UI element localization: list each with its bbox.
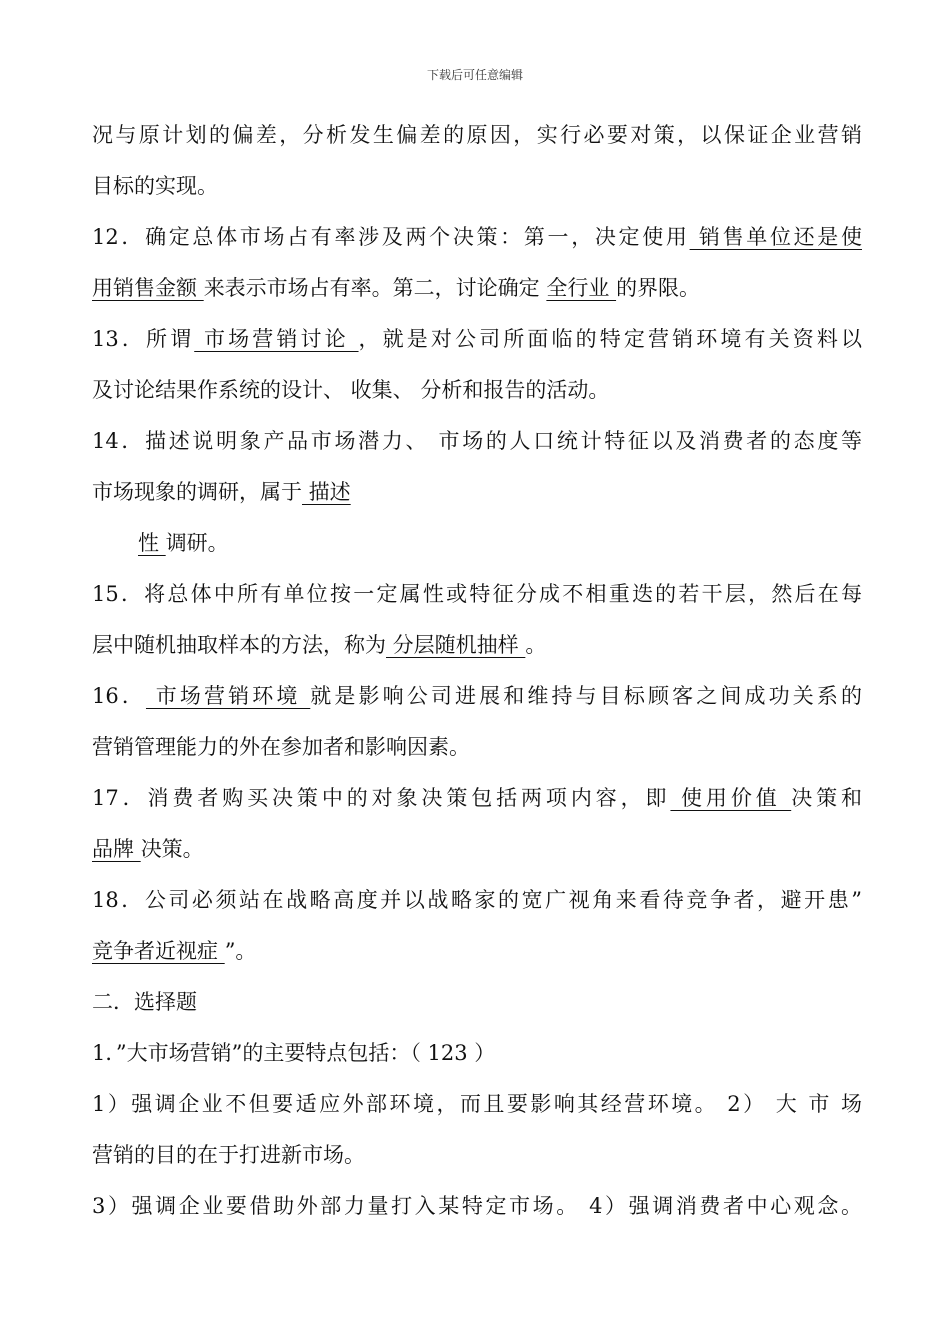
text-span: 来表示市场占有率。第二，讨论确定 [203, 276, 547, 300]
filled-answer: 市场营销环境 [145, 684, 311, 708]
text-span: 17．消费者购买决策中的对象决策包括两项内容，即 [92, 786, 671, 810]
text-line [92, 161, 862, 212]
filled-answer: 描述 [302, 480, 351, 504]
text-line [92, 977, 862, 1028]
filled-answer: 用销售金额 [92, 276, 204, 300]
text-span: 13．所谓 [92, 327, 195, 351]
page-header: 下载后可任意编辑 [426, 68, 523, 82]
filled-answer: 使用价值 [670, 786, 792, 810]
filled-answer: 市场营销讨论 [194, 327, 359, 351]
text-line [92, 671, 862, 722]
text-line [92, 875, 862, 926]
text-span: 14．描述说明象产品市场潜力、 市场的人口统计特征以及消费者的态度等 [92, 429, 862, 453]
text-span: 及讨论结果作系统的设计、 收集、 分析和报告的活动。 [92, 378, 610, 402]
text-line [92, 365, 862, 416]
text-line [92, 569, 862, 620]
text-line [92, 824, 862, 875]
text-line [92, 1028, 862, 1079]
text-line [92, 773, 862, 824]
filled-answer: 品牌 [92, 837, 141, 861]
text-line [92, 263, 862, 314]
filled-answer: 性 [138, 531, 166, 555]
text-span: 18．公司必须站在战略高度并以战略家的宽广视角来看待竞争者，避开患” [92, 888, 862, 912]
text-line [92, 1079, 862, 1130]
text-line [92, 1130, 862, 1181]
text-span: ，就是对公司所面临的特定营销环境有关资料以 [358, 327, 862, 351]
text-line [92, 314, 862, 365]
text-span: 1）强调企业不但要适应外部环境，而且要影响其经营环境。 2） 大 市 场 [92, 1092, 862, 1116]
text-span: 决策和 [791, 786, 863, 810]
text-span: 调研。 [165, 531, 229, 555]
text-span: 1．”大市场营销”的主要特点包括：（ 123 ） [92, 1041, 496, 1065]
text-line [92, 926, 862, 977]
text-span: 。 [525, 633, 547, 657]
text-line [92, 416, 862, 467]
text-span: 况与原计划的偏差，分析发生偏差的原因，实行必要对策，以保证企业营销 [92, 123, 862, 147]
filled-answer: 竞争者近视症 [92, 939, 225, 963]
text-span: 就是影响公司进展和维持与目标顾客之间成功关系的 [310, 684, 862, 708]
text-line [92, 620, 862, 671]
filled-answer: 销售单位还是使 [689, 225, 862, 249]
document-body [92, 110, 862, 1232]
text-line [92, 110, 862, 161]
filled-answer: 分层随机抽样 [386, 633, 526, 657]
text-span: 15．将总体中所有单位按一定属性或特征分成不相重迭的若干层，然后在每 [92, 582, 862, 606]
text-span: 二．选择题 [92, 990, 197, 1014]
text-span: 营销的目的在于打进新市场。 [92, 1143, 365, 1167]
text-span: 16． [92, 684, 146, 708]
text-span: ”。 [224, 939, 257, 963]
text-span: 营销管理能力的外在参加者和影响因素。 [92, 735, 470, 759]
text-span: 决策。 [140, 837, 204, 861]
filled-answer: 全行业 [546, 276, 617, 300]
text-line [92, 722, 862, 773]
text-line [92, 467, 862, 518]
text-span: 3）强调企业要借助外部力量打入某特定市场。 4）强调消费者中心观念。 [92, 1194, 862, 1218]
text-span: 12．确定总体市场占有率涉及两个决策：第一，决定使用 [92, 225, 690, 249]
text-line [92, 1181, 862, 1232]
text-line [92, 518, 862, 569]
text-span: 的界限。 [616, 276, 701, 300]
text-span: 层中随机抽取样本的方法，称为 [92, 633, 386, 657]
text-span: 市场现象的调研，属于 [92, 480, 302, 504]
text-span: 目标的实现。 [92, 174, 218, 198]
text-line [92, 212, 862, 263]
